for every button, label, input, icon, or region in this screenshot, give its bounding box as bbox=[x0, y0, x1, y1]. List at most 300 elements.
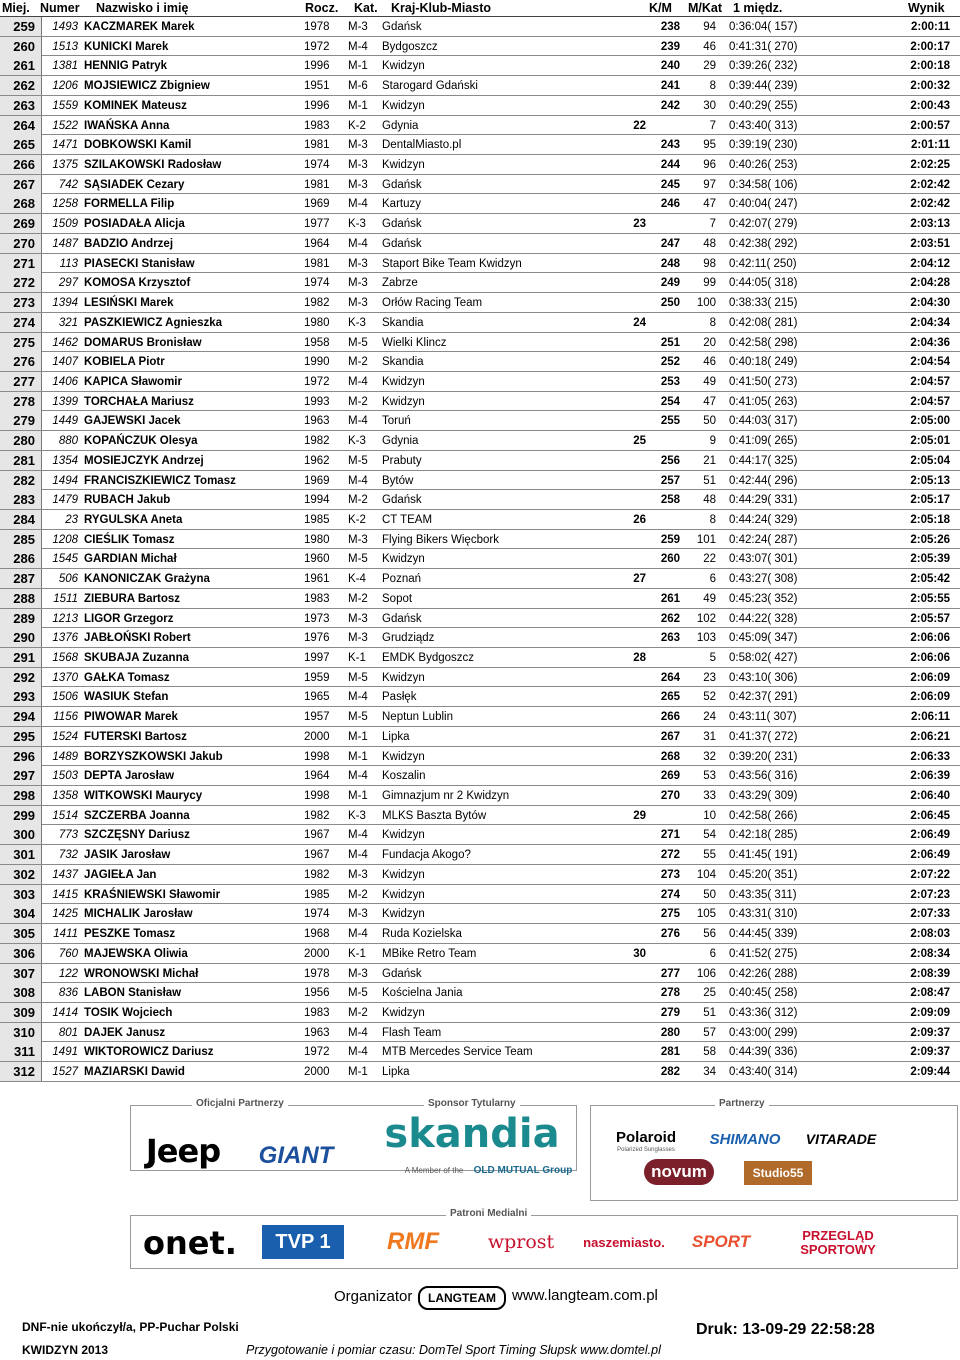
row-result: 2:05:39 bbox=[910, 553, 950, 566]
row-club: Kartuzy bbox=[382, 198, 421, 211]
row-split: 0:36:04( 157) bbox=[729, 21, 798, 33]
row-split: 0:40:04( 247) bbox=[729, 198, 798, 211]
row-club: Kwidzyn bbox=[382, 1006, 425, 1019]
polaroid-sub: Polarized Sunglasses bbox=[617, 1147, 675, 1153]
row-number: 1514 bbox=[52, 809, 78, 822]
row-pos: 297 bbox=[0, 766, 42, 785]
row-split: 0:43:10( 306) bbox=[729, 671, 798, 684]
row-category: M-4 bbox=[348, 829, 368, 842]
row-result: 2:04:57 bbox=[910, 375, 950, 388]
row-name: TOSIK Wojciech bbox=[84, 1006, 173, 1019]
row-pos: 281 bbox=[0, 451, 42, 470]
table-row bbox=[0, 786, 960, 806]
row-category: K-3 bbox=[348, 435, 366, 448]
row-pos: 296 bbox=[0, 747, 42, 766]
row-pos: 268 bbox=[0, 194, 42, 213]
row-year: 1968 bbox=[304, 928, 330, 941]
row-year: 1964 bbox=[304, 770, 330, 783]
row-result: 2:05:18 bbox=[910, 513, 950, 526]
row-name: FRANCISZKIEWICZ Tomasz bbox=[84, 474, 236, 487]
row-pos: 277 bbox=[0, 372, 42, 391]
row-year: 1969 bbox=[304, 474, 330, 487]
row-place-category: 101 bbox=[696, 533, 716, 546]
old-mutual-logo: OLD MUTUAL Group bbox=[473, 1164, 573, 1176]
row-result: 2:04:54 bbox=[910, 356, 950, 369]
row-split: 0:41:52( 275) bbox=[729, 947, 798, 960]
row-club: Gimnazjum nr 2 Kwidzyn bbox=[382, 790, 510, 803]
row-place-category: 57 bbox=[703, 1026, 716, 1039]
row-split: 0:44:45( 339) bbox=[729, 928, 798, 941]
row-result: 2:08:03 bbox=[910, 928, 950, 941]
header-km: K/M bbox=[649, 1, 672, 15]
row-place-gender: 271 bbox=[660, 829, 680, 842]
row-year: 1982 bbox=[304, 868, 330, 881]
row-result: 2:00:32 bbox=[910, 80, 950, 93]
row-year: 1962 bbox=[304, 454, 330, 467]
row-category: M-3 bbox=[348, 21, 368, 33]
row-pos: 261 bbox=[0, 56, 42, 75]
row-split: 0:38:33( 215) bbox=[729, 297, 798, 310]
row-year: 1960 bbox=[304, 553, 330, 566]
row-place-category: 49 bbox=[703, 592, 716, 605]
row-year: 1983 bbox=[304, 592, 330, 605]
row-place-category: 97 bbox=[703, 178, 716, 191]
row-category: K-1 bbox=[348, 652, 366, 664]
row-result: 2:03:51 bbox=[910, 237, 950, 250]
row-place-category: 48 bbox=[703, 494, 716, 507]
row-place-gender: 240 bbox=[660, 60, 680, 73]
footer-legend: DNF-nie ukończył/a, PP-Puchar Polski bbox=[22, 1320, 239, 1334]
row-category: M-3 bbox=[348, 257, 368, 270]
row-place-category: 34 bbox=[703, 1066, 716, 1079]
row-number: 1375 bbox=[52, 159, 78, 172]
row-number: 1462 bbox=[52, 336, 78, 349]
row-place-gender: 249 bbox=[660, 277, 680, 290]
row-split: 0:39:19( 230) bbox=[729, 139, 798, 152]
table-row bbox=[0, 333, 960, 353]
table-row bbox=[0, 609, 960, 629]
row-number: 1406 bbox=[52, 375, 78, 388]
row-club: Orłów Racing Team bbox=[382, 297, 483, 310]
row-year: 1967 bbox=[304, 849, 330, 862]
row-place-category: 49 bbox=[703, 375, 716, 388]
row-number: 1437 bbox=[52, 868, 78, 881]
row-category: M-6 bbox=[348, 80, 368, 93]
row-number: 1489 bbox=[52, 750, 78, 763]
row-place-gender: 270 bbox=[660, 790, 680, 803]
sponsors-area bbox=[130, 1097, 956, 1287]
row-place-gender: 265 bbox=[660, 691, 680, 704]
organizer-label: Organizator bbox=[334, 1288, 413, 1305]
row-club: Lipka bbox=[382, 1066, 410, 1079]
row-result: 2:04:57 bbox=[910, 395, 950, 408]
row-pos: 306 bbox=[0, 944, 42, 963]
row-result: 2:06:11 bbox=[910, 711, 950, 724]
row-place-category: 52 bbox=[703, 691, 716, 704]
row-club: Kwidzyn bbox=[382, 829, 425, 842]
row-place-gender: 25 bbox=[633, 435, 646, 448]
row-place-gender: 264 bbox=[660, 671, 680, 684]
row-pos: 311 bbox=[0, 1042, 42, 1061]
table-row bbox=[0, 569, 960, 589]
row-club: Gdańsk bbox=[382, 237, 422, 250]
row-place-gender: 272 bbox=[660, 849, 680, 862]
row-place-category: 48 bbox=[703, 237, 716, 250]
row-number: 1381 bbox=[52, 60, 78, 73]
row-place-category: 25 bbox=[703, 987, 716, 1000]
row-year: 1973 bbox=[304, 612, 330, 625]
row-place-gender: 238 bbox=[660, 21, 680, 33]
row-place-gender: 259 bbox=[660, 533, 680, 546]
row-split: 0:42:38( 292) bbox=[729, 237, 798, 250]
row-place-category: 6 bbox=[709, 947, 716, 960]
row-year: 1982 bbox=[304, 435, 330, 448]
row-number: 880 bbox=[58, 435, 78, 448]
row-number: 1491 bbox=[52, 1046, 78, 1059]
row-club: Bydgoszcz bbox=[382, 40, 438, 53]
tvp1-logo: TVP 1 bbox=[262, 1225, 344, 1259]
row-result: 2:07:22 bbox=[910, 868, 950, 881]
row-split: 0:39:26( 232) bbox=[729, 60, 798, 73]
row-result: 2:05:01 bbox=[910, 435, 950, 448]
row-place-gender: 30 bbox=[633, 947, 646, 960]
row-category: K-3 bbox=[348, 316, 366, 329]
row-number: 122 bbox=[58, 967, 78, 980]
row-split: 0:34:58( 106) bbox=[729, 178, 798, 191]
row-result: 2:01:11 bbox=[910, 139, 950, 152]
row-pos: 263 bbox=[0, 96, 42, 115]
row-place-category: 20 bbox=[703, 336, 716, 349]
row-place-category: 53 bbox=[703, 770, 716, 783]
header-num: Numer bbox=[40, 1, 80, 15]
row-year: 1974 bbox=[304, 908, 330, 921]
table-row bbox=[0, 372, 960, 392]
row-place-gender: 278 bbox=[660, 987, 680, 1000]
giant-logo: GIANT bbox=[258, 1142, 334, 1169]
skandia-logo: skandia bbox=[384, 1111, 560, 1157]
row-number: 1568 bbox=[52, 652, 78, 664]
partners-label: Partnerzy bbox=[715, 1098, 769, 1109]
row-pos: 283 bbox=[0, 490, 42, 509]
table-row bbox=[0, 707, 960, 727]
row-category: M-4 bbox=[348, 237, 368, 250]
row-pos: 309 bbox=[0, 1003, 42, 1022]
table-row bbox=[0, 471, 960, 491]
row-category: M-1 bbox=[348, 99, 368, 112]
row-category: M-5 bbox=[348, 454, 368, 467]
row-number: 742 bbox=[58, 178, 78, 191]
row-name: FORMELLA Filip bbox=[84, 198, 175, 211]
row-category: M-2 bbox=[348, 356, 368, 369]
row-result: 2:06:40 bbox=[910, 790, 950, 803]
row-place-category: 31 bbox=[703, 730, 716, 743]
row-pos: 312 bbox=[0, 1062, 42, 1081]
row-name: FUTERSKI Bartosz bbox=[84, 730, 187, 743]
row-split: 0:39:44( 239) bbox=[729, 80, 798, 93]
row-pos: 276 bbox=[0, 352, 42, 371]
row-name: SZCZERBA Joanna bbox=[84, 809, 190, 822]
row-place-gender: 281 bbox=[660, 1046, 680, 1059]
row-split: 0:43:07( 301) bbox=[729, 553, 798, 566]
vitarade-logo: VITARADE bbox=[805, 1131, 877, 1147]
row-result: 2:04:34 bbox=[910, 316, 950, 329]
row-place-category: 5 bbox=[709, 652, 716, 664]
table-row bbox=[0, 76, 960, 96]
row-club: Koszalin bbox=[382, 770, 426, 783]
table-row bbox=[0, 352, 960, 372]
row-result: 2:05:55 bbox=[910, 592, 950, 605]
row-place-gender: 262 bbox=[660, 612, 680, 625]
row-number: 1414 bbox=[52, 1006, 78, 1019]
row-club: Gdańsk bbox=[382, 967, 422, 980]
row-name: MICHALIK Jarosław bbox=[84, 908, 193, 921]
row-year: 1980 bbox=[304, 316, 330, 329]
row-name: LIGOR Grzegorz bbox=[84, 612, 174, 625]
row-place-category: 51 bbox=[703, 474, 716, 487]
row-split: 0:41:31( 270) bbox=[729, 40, 798, 53]
table-row bbox=[0, 116, 960, 136]
row-name: PIASECKI Stanisław bbox=[84, 257, 195, 270]
row-number: 1394 bbox=[52, 297, 78, 310]
row-club: Kwidzyn bbox=[382, 395, 425, 408]
studio55-logo: Studio55 bbox=[744, 1161, 812, 1185]
row-split: 0:42:18( 285) bbox=[729, 829, 798, 842]
row-club: Lipka bbox=[382, 730, 410, 743]
row-club: Gdańsk bbox=[382, 494, 422, 507]
row-split: 0:39:20( 231) bbox=[729, 750, 798, 763]
row-split: 0:42:08( 281) bbox=[729, 316, 798, 329]
row-result: 2:06:49 bbox=[910, 849, 950, 862]
table-row bbox=[0, 628, 960, 648]
row-club: Skandia bbox=[382, 316, 424, 329]
row-split: 0:43:11( 307) bbox=[729, 711, 797, 724]
row-pos: 273 bbox=[0, 293, 42, 312]
table-row bbox=[0, 648, 960, 668]
table-row bbox=[0, 549, 960, 569]
row-year: 1996 bbox=[304, 99, 330, 112]
row-place-category: 46 bbox=[703, 40, 716, 53]
row-year: 2000 bbox=[304, 947, 330, 960]
row-pos: 302 bbox=[0, 865, 42, 884]
row-club: Kwidzyn bbox=[382, 553, 425, 566]
row-pos: 282 bbox=[0, 471, 42, 490]
row-result: 2:00:11 bbox=[910, 21, 950, 33]
row-place-category: 21 bbox=[703, 454, 716, 467]
row-year: 1967 bbox=[304, 829, 330, 842]
row-pos: 260 bbox=[0, 37, 42, 56]
row-name: JAGIEŁA Jan bbox=[84, 868, 157, 881]
row-name: SKUBAJA Zuzanna bbox=[84, 652, 189, 664]
row-name: SZILAKOWSKI Radosław bbox=[84, 159, 222, 172]
row-pos: 300 bbox=[0, 825, 42, 844]
row-club: Gdańsk bbox=[382, 178, 422, 191]
skandia-sub: A Member of the bbox=[404, 1165, 464, 1175]
row-category: M-3 bbox=[348, 868, 368, 881]
row-place-gender: 253 bbox=[660, 375, 680, 388]
row-year: 2000 bbox=[304, 1066, 330, 1079]
row-club: Ruda Kozielska bbox=[382, 928, 462, 941]
row-club: Kwidzyn bbox=[382, 375, 425, 388]
row-place-gender: 23 bbox=[633, 218, 646, 231]
row-place-category: 24 bbox=[703, 711, 716, 724]
row-name: IWAŃSKA Anna bbox=[84, 119, 170, 132]
row-name: MAJEWSKA Oliwia bbox=[84, 947, 188, 960]
row-club: Kwidzyn bbox=[382, 868, 425, 881]
table-row bbox=[0, 964, 960, 984]
row-place-gender: 22 bbox=[633, 119, 646, 132]
row-result: 2:00:43 bbox=[910, 99, 950, 112]
row-split: 0:43:40( 314) bbox=[729, 1066, 798, 1079]
row-category: M-3 bbox=[348, 908, 368, 921]
row-number: 1213 bbox=[52, 612, 78, 625]
row-pos: 270 bbox=[0, 234, 42, 253]
row-number: 836 bbox=[58, 987, 78, 1000]
row-category: M-1 bbox=[348, 730, 368, 743]
row-result: 2:09:37 bbox=[910, 1046, 950, 1059]
onet-logo: onet. bbox=[143, 1224, 237, 1262]
row-result: 2:06:09 bbox=[910, 691, 950, 704]
row-year: 1982 bbox=[304, 297, 330, 310]
row-name: KOMINEK Mateusz bbox=[84, 99, 187, 112]
table-row bbox=[0, 766, 960, 786]
row-name: RUBACH Jakub bbox=[84, 494, 171, 507]
row-year: 1977 bbox=[304, 218, 330, 231]
row-number: 760 bbox=[58, 947, 78, 960]
table-row bbox=[0, 983, 960, 1003]
row-pos: 293 bbox=[0, 687, 42, 706]
row-category: M-4 bbox=[348, 40, 368, 53]
results-table bbox=[0, 17, 960, 1082]
row-place-category: 7 bbox=[709, 218, 716, 231]
row-place-category: 50 bbox=[703, 888, 716, 901]
row-club: Grudziądz bbox=[382, 632, 435, 645]
row-place-gender: 255 bbox=[660, 415, 680, 428]
row-result: 2:06:45 bbox=[910, 809, 950, 822]
row-name: WASIUK Stefan bbox=[84, 691, 169, 704]
row-year: 1985 bbox=[304, 513, 330, 526]
table-row bbox=[0, 194, 960, 214]
row-category: M-4 bbox=[348, 1026, 368, 1039]
row-place-gender: 273 bbox=[660, 868, 680, 881]
row-split: 0:43:29( 309) bbox=[729, 790, 798, 803]
row-name: POSIADAŁA Alicja bbox=[84, 218, 185, 231]
row-category: M-5 bbox=[348, 711, 368, 724]
row-year: 1996 bbox=[304, 60, 330, 73]
row-result: 2:03:13 bbox=[910, 218, 950, 231]
row-place-gender: 276 bbox=[660, 928, 680, 941]
row-category: M-2 bbox=[348, 592, 368, 605]
row-number: 1449 bbox=[52, 415, 78, 428]
row-name: KACZMAREK Marek bbox=[84, 21, 195, 33]
row-category: M-3 bbox=[348, 612, 368, 625]
polaroid-logo: Polaroid bbox=[615, 1128, 676, 1146]
row-split: 0:45:09( 347) bbox=[729, 632, 798, 645]
row-split: 0:42:11( 250) bbox=[729, 257, 797, 270]
organizer-url: www.langteam.com.pl bbox=[512, 1287, 658, 1304]
table-row bbox=[0, 1003, 960, 1023]
row-name: LESIŃSKI Marek bbox=[84, 297, 174, 310]
row-number: 1156 bbox=[53, 711, 78, 724]
row-category: K-2 bbox=[348, 119, 366, 132]
row-year: 1972 bbox=[304, 375, 330, 388]
row-club: Flying Bikers Więcbork bbox=[382, 533, 499, 546]
row-place-gender: 26 bbox=[633, 513, 646, 526]
polsat-sport-logo: SPORT bbox=[691, 1232, 751, 1251]
row-club: Gdańsk bbox=[382, 21, 422, 33]
row-pos: 271 bbox=[0, 254, 42, 273]
row-split: 0:44:05( 318) bbox=[729, 277, 798, 290]
row-name: DAJEK Janusz bbox=[84, 1026, 166, 1039]
row-name: MAZIARSKI Dawid bbox=[84, 1066, 185, 1079]
row-place-gender: 269 bbox=[660, 770, 680, 783]
row-place-category: 50 bbox=[703, 415, 716, 428]
row-number: 1206 bbox=[52, 80, 78, 93]
row-club: Kwidzyn bbox=[382, 60, 425, 73]
row-year: 1980 bbox=[304, 533, 330, 546]
row-category: M-1 bbox=[348, 790, 368, 803]
row-pos: 287 bbox=[0, 569, 42, 588]
row-name: WIKTOROWICZ Dariusz bbox=[84, 1046, 214, 1059]
row-place-gender: 24 bbox=[633, 316, 646, 329]
row-split: 0:43:00( 299) bbox=[729, 1026, 798, 1039]
row-pos: 280 bbox=[0, 431, 42, 450]
row-number: 1527 bbox=[52, 1066, 78, 1079]
row-place-category: 96 bbox=[703, 159, 716, 172]
row-place-gender: 261 bbox=[660, 592, 680, 605]
row-category: M-1 bbox=[348, 1066, 368, 1079]
row-place-category: 10 bbox=[703, 809, 716, 822]
row-place-category: 8 bbox=[709, 316, 716, 329]
row-name: RYGULSKA Aneta bbox=[84, 513, 183, 526]
row-place-gender: 247 bbox=[660, 237, 680, 250]
row-club: Kwidzyn bbox=[382, 99, 425, 112]
row-year: 1978 bbox=[304, 21, 330, 33]
table-row bbox=[0, 392, 960, 412]
row-place-category: 47 bbox=[703, 198, 716, 211]
table-row bbox=[0, 727, 960, 747]
row-place-gender: 251 bbox=[660, 336, 680, 349]
row-number: 1354 bbox=[52, 454, 78, 467]
title-label: Sponsor Tytularny bbox=[424, 1098, 520, 1109]
row-club: Kwidzyn bbox=[382, 908, 425, 921]
row-name: KOMOSA Krzysztof bbox=[84, 277, 191, 290]
row-result: 2:08:39 bbox=[910, 967, 950, 980]
row-year: 1976 bbox=[304, 632, 330, 645]
table-row bbox=[0, 214, 960, 234]
row-name: KRAŚNIEWSKI Sławomir bbox=[84, 888, 221, 901]
jeep-logo: Jeep bbox=[145, 1132, 221, 1170]
row-pos: 288 bbox=[0, 589, 42, 608]
row-result: 2:05:04 bbox=[910, 454, 950, 467]
row-category: M-3 bbox=[348, 297, 368, 310]
row-place-category: 100 bbox=[696, 297, 716, 310]
row-name: DOBKOWSKI Kamil bbox=[84, 139, 192, 152]
row-name: KUNICKI Marek bbox=[84, 40, 169, 53]
row-category: M-4 bbox=[348, 415, 368, 428]
row-place-gender: 279 bbox=[660, 1006, 680, 1019]
row-club: Bytów bbox=[382, 474, 414, 487]
row-pos: 267 bbox=[0, 175, 42, 194]
row-name: MOSIEJCZYK Andrzej bbox=[84, 454, 204, 467]
row-split: 0:45:23( 352) bbox=[729, 592, 798, 605]
row-split: 0:41:09( 265) bbox=[729, 435, 798, 448]
table-row bbox=[0, 451, 960, 471]
row-split: 0:40:26( 253) bbox=[729, 159, 798, 172]
row-category: M-3 bbox=[348, 159, 368, 172]
row-split: 0:42:26( 288) bbox=[729, 967, 798, 980]
row-category: M-3 bbox=[348, 533, 368, 546]
row-place-category: 58 bbox=[703, 1046, 716, 1059]
